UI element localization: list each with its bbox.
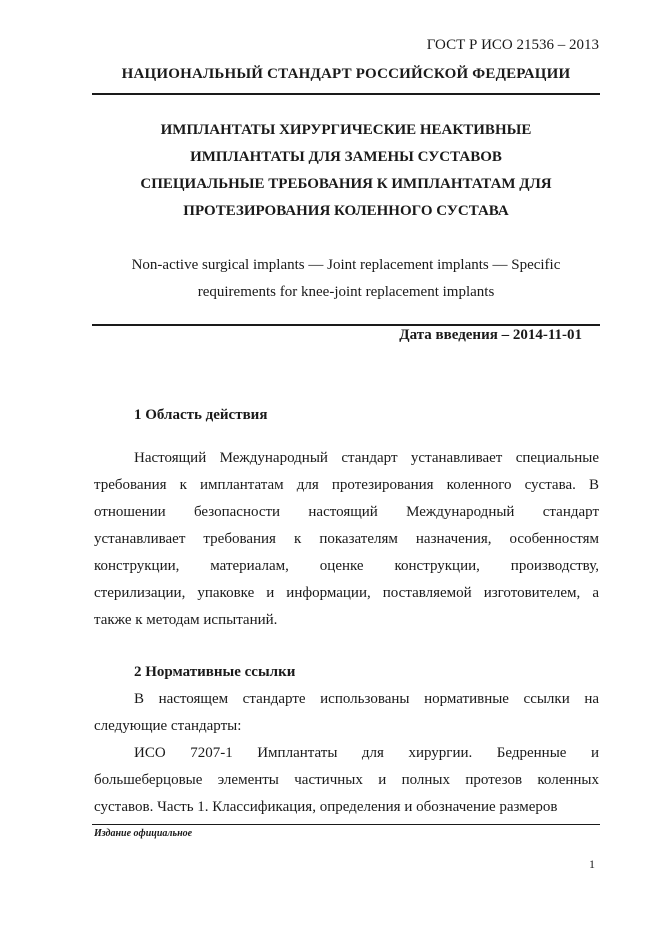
section-1-line: также к методам испытаний. (94, 612, 278, 628)
standard-code: ГОСТ Р ИСО 21536 – 2013 (426, 37, 599, 53)
section-1-line: конструкции, материалам, оценке конструкции, производству, (94, 558, 599, 574)
section-1-line: Настоящий Международный стандарт устанавливает специальные (134, 450, 599, 466)
section-1-line: стерилизации, упаковке и информации, поставляемой изготовителем, а (94, 585, 599, 601)
section-2-line: В настоящем стандарте использованы нормативные ссылки на (134, 691, 599, 707)
title-en-line: Non-active surgical implants — Joint replacement implants — Specific (131, 257, 561, 273)
title-divider (92, 324, 600, 326)
section-1-line: отношении безопасности настоящий Международный стандарт (94, 504, 599, 520)
title-ru-line: ИМПЛАНТАТЫ ХИРУРГИЧЕСКИЕ НЕАКТИВНЫЕ (160, 122, 532, 138)
title-ru-line: СПЕЦИАЛЬНЫЕ ТРЕБОВАНИЯ К ИМПЛАНТАТАМ ДЛЯ (140, 176, 552, 192)
section-2-line: суставов. Часть 1. Классификация, определения и обозначение размеров (94, 799, 558, 815)
section-2-line: ИСО 7207-1 Имплантаты для хирургии. Бедренные и (134, 745, 599, 761)
section-2-heading: 2 Нормативные ссылки (134, 664, 296, 680)
section-2-line: следующие стандарты: (94, 718, 242, 734)
title-ru-line: ПРОТЕЗИРОВАНИЯ КОЛЕННОГО СУСТАВА (183, 203, 509, 219)
page-number: 1 (589, 857, 595, 871)
title-ru-line: ИМПЛАНТАТЫ ДЛЯ ЗАМЕНЫ СУСТАВОВ (190, 149, 502, 165)
section-2-line: большеберцовые элементы частичных и полных протезов коленных (94, 772, 599, 788)
section-1-line: требования к имплантатам для протезирования коленного сустава. В (94, 477, 599, 493)
national-standard-heading: НАЦИОНАЛЬНЫЙ СТАНДАРТ РОССИЙСКОЙ ФЕДЕРАЦИИ (121, 66, 571, 82)
footer-divider (92, 824, 600, 825)
title-en-line: requirements for knee-joint replacement implants (197, 284, 495, 300)
introduction-date: Дата введения – 2014-11-01 (399, 327, 582, 343)
header-divider (92, 93, 600, 95)
section-1-line: устанавливает требования к показателям назначения, особенностям (94, 531, 599, 547)
edition-note: Издание официальное (94, 828, 193, 839)
section-1-heading: 1 Область действия (134, 407, 268, 423)
